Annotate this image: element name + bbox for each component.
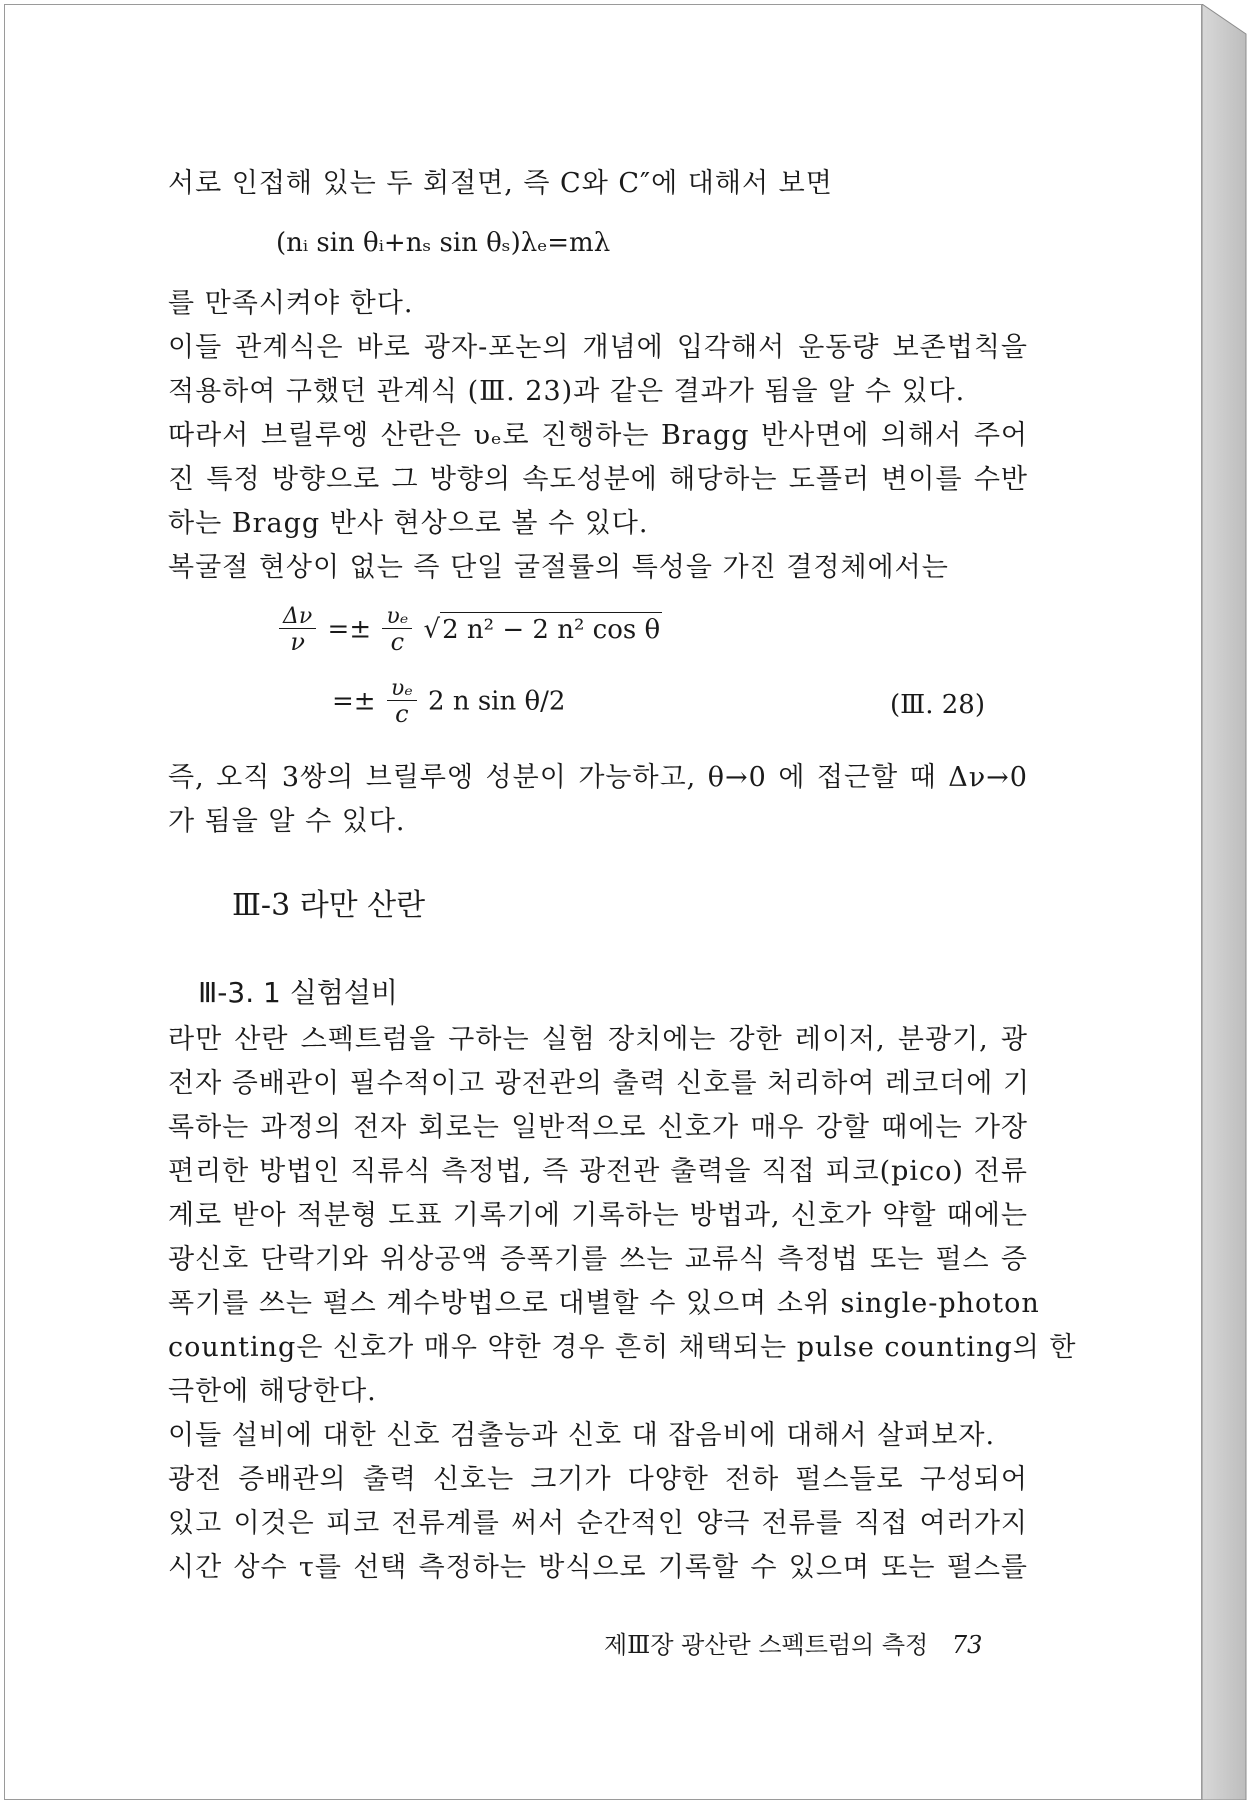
equation-term: 2 n sin θ/2 [428, 686, 566, 717]
page-number: 73 [951, 1631, 983, 1659]
fraction-numerator: Δν [279, 606, 316, 629]
page-spine [1202, 4, 1250, 1800]
paragraph-line: 편리한 방법인 직류식 측정법, 즉 광전관 출력을 직접 피코(pico) 전류 [168, 1156, 1028, 1187]
paragraph-line: 즉, 오직 3쌍의 브릴루엥 성분이 가능하고, θ→0 에 접근할 때 Δν→0 [168, 762, 1028, 793]
paragraph-line: 광전 증배관의 출력 신호는 크기가 다양한 전하 펄스들로 구성되어 [168, 1464, 1028, 1495]
paragraph-line: 계로 받아 적분형 도표 기록기에 기록하는 방법과, 신호가 약할 때에는 [168, 1200, 1028, 1231]
equation-sign: =± [332, 686, 376, 717]
paragraph-line: 복굴절 현상이 없는 즉 단일 굴절률의 특성을 가진 결정체에서는 [168, 552, 949, 583]
chapter-title: 제Ⅲ장 광산란 스펙트럼의 측정 [604, 1631, 929, 1659]
paragraph-line: 를 만족시켜야 한다. [168, 288, 414, 319]
fraction-numerator: υₑ [382, 606, 412, 629]
paragraph-line: 서로 인접해 있는 두 회절면, 즉 C와 C″에 대해서 보면 [168, 168, 833, 199]
equation-frequency-shift [276, 606, 662, 655]
fraction-velocity [382, 606, 412, 655]
subsection-heading: Ⅲ-3. 1 실험설비 [198, 976, 398, 1009]
radical-sign: √ [423, 614, 441, 645]
equation-sign: =± [327, 614, 372, 645]
equation-frequency-shift-simplified [332, 678, 565, 727]
paragraph-line: 적용하여 구했던 관계식 (Ⅲ. 23)과 같은 결과가 됨을 알 수 있다. [168, 376, 966, 407]
paragraph-line: 진 특정 방향으로 그 방향의 속도성분에 해당하는 도플러 변이를 수반 [168, 464, 1028, 495]
paragraph-line: 라만 산란 스펙트럼을 구하는 실험 장치에는 강한 레이저, 분광기, 광 [168, 1024, 1028, 1055]
paragraph-line: 극한에 해당한다. [168, 1376, 377, 1407]
paragraph-line: 하는 Bragg 반사 현상으로 볼 수 있다. [168, 508, 649, 539]
radicand: 2 n² − 2 n² cos θ [440, 612, 662, 645]
paragraph-line: 가 됨을 알 수 있다. [168, 806, 406, 837]
fraction-delta-nu [279, 606, 316, 655]
paragraph-line: 이들 설비에 대한 신호 검출능과 신호 대 잡음비에 대해서 살펴보자. [168, 1420, 996, 1451]
paragraph-line: 이들 관계식은 바로 광자-포논의 개념에 입각해서 운동량 보존법칙을 [168, 332, 1028, 363]
paragraph-line: 따라서 브릴루엥 산란은 υₑ로 진행하는 Bragg 반사면에 의해서 주어 [168, 420, 1028, 451]
spine-shading [1202, 4, 1250, 1800]
section-heading: Ⅲ-3 라만 산란 [232, 888, 426, 923]
paragraph-line: counting은 신호가 매우 약한 경우 흔히 채택되는 pulse counting의 한 [168, 1332, 1077, 1363]
paragraph-line: 전자 증배관이 필수적이고 광전관의 출력 신호를 처리하여 레코더에 기 [168, 1068, 1031, 1099]
running-footer [604, 1630, 982, 1660]
paragraph-line: 있고 이것은 피코 전류계를 써서 순간적인 양극 전류를 직접 여러가지 [168, 1508, 1028, 1539]
fraction-numerator: υₑ [387, 678, 417, 701]
paragraph-line: 광신호 단락기와 위상공액 증폭기를 쓰는 교류식 측정법 또는 펄스 증 [168, 1244, 1028, 1275]
fraction-denominator: c [390, 628, 405, 656]
fraction-denominator: ν [290, 628, 305, 656]
paragraph-line: 시간 상수 τ를 선택 측정하는 방식으로 기록할 수 있으며 또는 펄스를 [168, 1552, 1028, 1583]
equation-label: (Ⅲ. 28) [890, 690, 985, 720]
paragraph-line: 록하는 과정의 전자 회로는 일반적으로 신호가 매우 강할 때에는 가장 [168, 1112, 1028, 1143]
fraction-denominator: c [395, 700, 409, 728]
paragraph-line: 폭기를 쓰는 펄스 계수방법으로 대별할 수 있으며 소위 single-photon [168, 1288, 1040, 1319]
equation-grating: (nᵢ sin θᵢ+nₛ sin θₛ)λₑ=mλ [276, 228, 611, 258]
fraction-velocity [387, 678, 417, 727]
